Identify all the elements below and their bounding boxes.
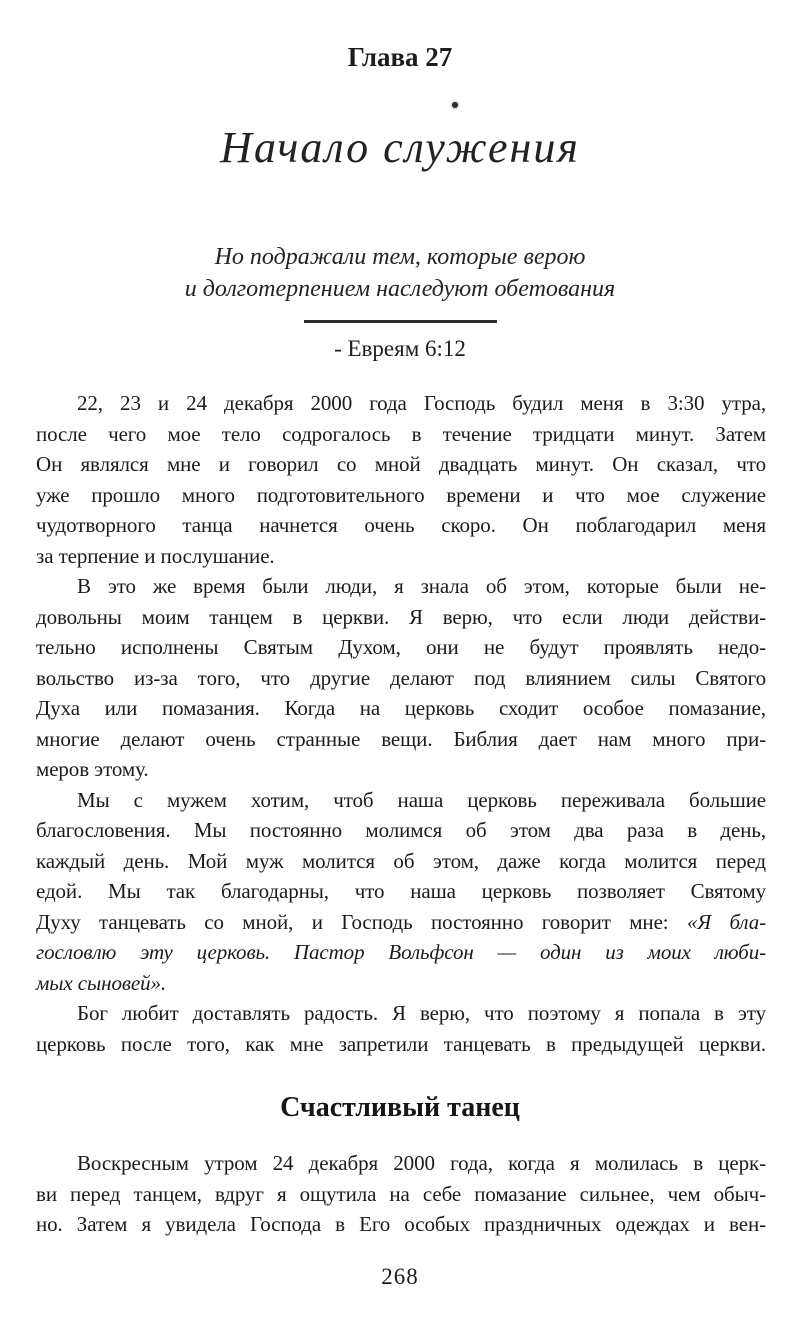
regular-text: Бог любит доставлять радость. Я верю, что поэтому я попала в эту xyxy=(77,1001,766,1025)
regular-text: за терпение и послушание. xyxy=(36,543,275,568)
italic-text: мых сыновей». xyxy=(36,970,167,995)
text-line xyxy=(36,968,766,999)
text-line xyxy=(36,1179,766,1210)
italic-text: гословлю эту церковь. Пастор Вольфсон — один из моих люби- xyxy=(36,940,766,964)
regular-text: чудотворного танца начнется очень скоро. Он поблагодарил меня xyxy=(36,513,766,537)
text-line xyxy=(36,632,766,663)
regular-text: меров этому. xyxy=(36,757,149,781)
regular-text: уже прошло много подготовительного времени и что мое служение xyxy=(36,482,766,507)
regular-text: но. Затем я увидела Господа в Его особых праздничных одеждах и вен- xyxy=(36,1212,766,1236)
paragraph xyxy=(36,1148,766,1240)
text-line xyxy=(36,907,766,938)
regular-text: многие делают очень странные вещи. Библия дает нам много при- xyxy=(36,726,766,751)
text-line xyxy=(36,449,766,480)
text-line xyxy=(36,480,766,511)
text-line xyxy=(36,724,766,755)
text-line xyxy=(36,510,766,541)
text-line xyxy=(36,693,766,724)
regular-text: Воскресным утром 24 декабря 2000 года, когда я молилась в церк- xyxy=(77,1151,766,1175)
text-line xyxy=(36,785,766,816)
epigraph xyxy=(0,241,800,305)
text-line xyxy=(36,1148,766,1179)
chapter-title: Начало служения xyxy=(220,123,580,172)
regular-text: Духу танцевать со мной, и Господь постоянно говорит мне: xyxy=(36,909,687,934)
text-line xyxy=(36,754,766,785)
paragraph xyxy=(36,785,766,999)
regular-text: Мы с мужем хотим, чтоб наша церковь переживала большие xyxy=(77,787,766,812)
page-number: 268 xyxy=(381,1264,419,1289)
regular-text: В это же время были люди, я знала об этом, которые были не- xyxy=(77,574,766,598)
text-line xyxy=(36,419,766,450)
regular-text: благословения. Мы постоянно молимся об этом два раза в день, xyxy=(36,818,766,842)
text-line xyxy=(36,937,766,968)
text-line xyxy=(36,571,766,602)
text-line xyxy=(36,388,766,419)
text-line xyxy=(36,602,766,633)
epigraph-line: Но подражали тем, которые верою xyxy=(214,244,586,270)
regular-text: 22, 23 и 24 декабря 2000 года Господь будил меня в 3:30 утра, xyxy=(77,391,766,415)
paragraph xyxy=(36,998,766,1059)
body-text-after-heading xyxy=(36,1148,766,1240)
regular-text: тельно исполнены Святым Духом, они не будут проявлять недо- xyxy=(36,635,766,659)
regular-text: едой. Мы так благодарны, что наша церковь позволяет Святому xyxy=(36,879,766,903)
text-line xyxy=(36,998,766,1029)
regular-text: каждый день. Мой муж молится об этом, даже когда молится перед xyxy=(36,848,766,873)
chapter-label: Глава 27 xyxy=(347,42,453,72)
regular-text: после чего мое тело содрогалось в течение тридцати минут. Затем xyxy=(36,421,766,446)
body-text-before-heading xyxy=(36,388,766,1059)
text-line xyxy=(36,1209,766,1240)
text-line xyxy=(36,541,766,572)
text-line xyxy=(36,846,766,877)
section-heading: Счастливый танец xyxy=(280,1092,520,1123)
scripture-reference: - Евреям 6:12 xyxy=(334,336,466,361)
divider-rule xyxy=(304,320,497,323)
regular-text: довольны моим танцем в церкви. Я верю, что если люди действи- xyxy=(36,604,766,629)
paragraph xyxy=(36,388,766,571)
italic-text: «Я бла- xyxy=(686,909,766,934)
regular-text: Он являлся мне и говорил со мной двадцать минут. Он сказал, что xyxy=(36,452,766,476)
regular-text: вольство из-за того, что другие делают под влиянием силы Святого xyxy=(36,665,766,690)
regular-text: ви перед танцем, вдруг я ощутила на себе помазание сильнее, чем обыч- xyxy=(36,1181,766,1206)
text-line xyxy=(36,663,766,694)
text-line xyxy=(36,815,766,846)
text-line xyxy=(36,1029,766,1060)
paragraph xyxy=(36,571,766,785)
regular-text: Духа или помазания. Когда на церковь сходит особое помазание, xyxy=(36,696,766,720)
ink-dot xyxy=(452,102,458,108)
regular-text: церковь после того, как мне запретили танцевать в предыдущей церкви. xyxy=(36,1031,766,1056)
text-line xyxy=(36,876,766,907)
epigraph-line: и долготерпением наследуют обетования xyxy=(184,276,616,302)
